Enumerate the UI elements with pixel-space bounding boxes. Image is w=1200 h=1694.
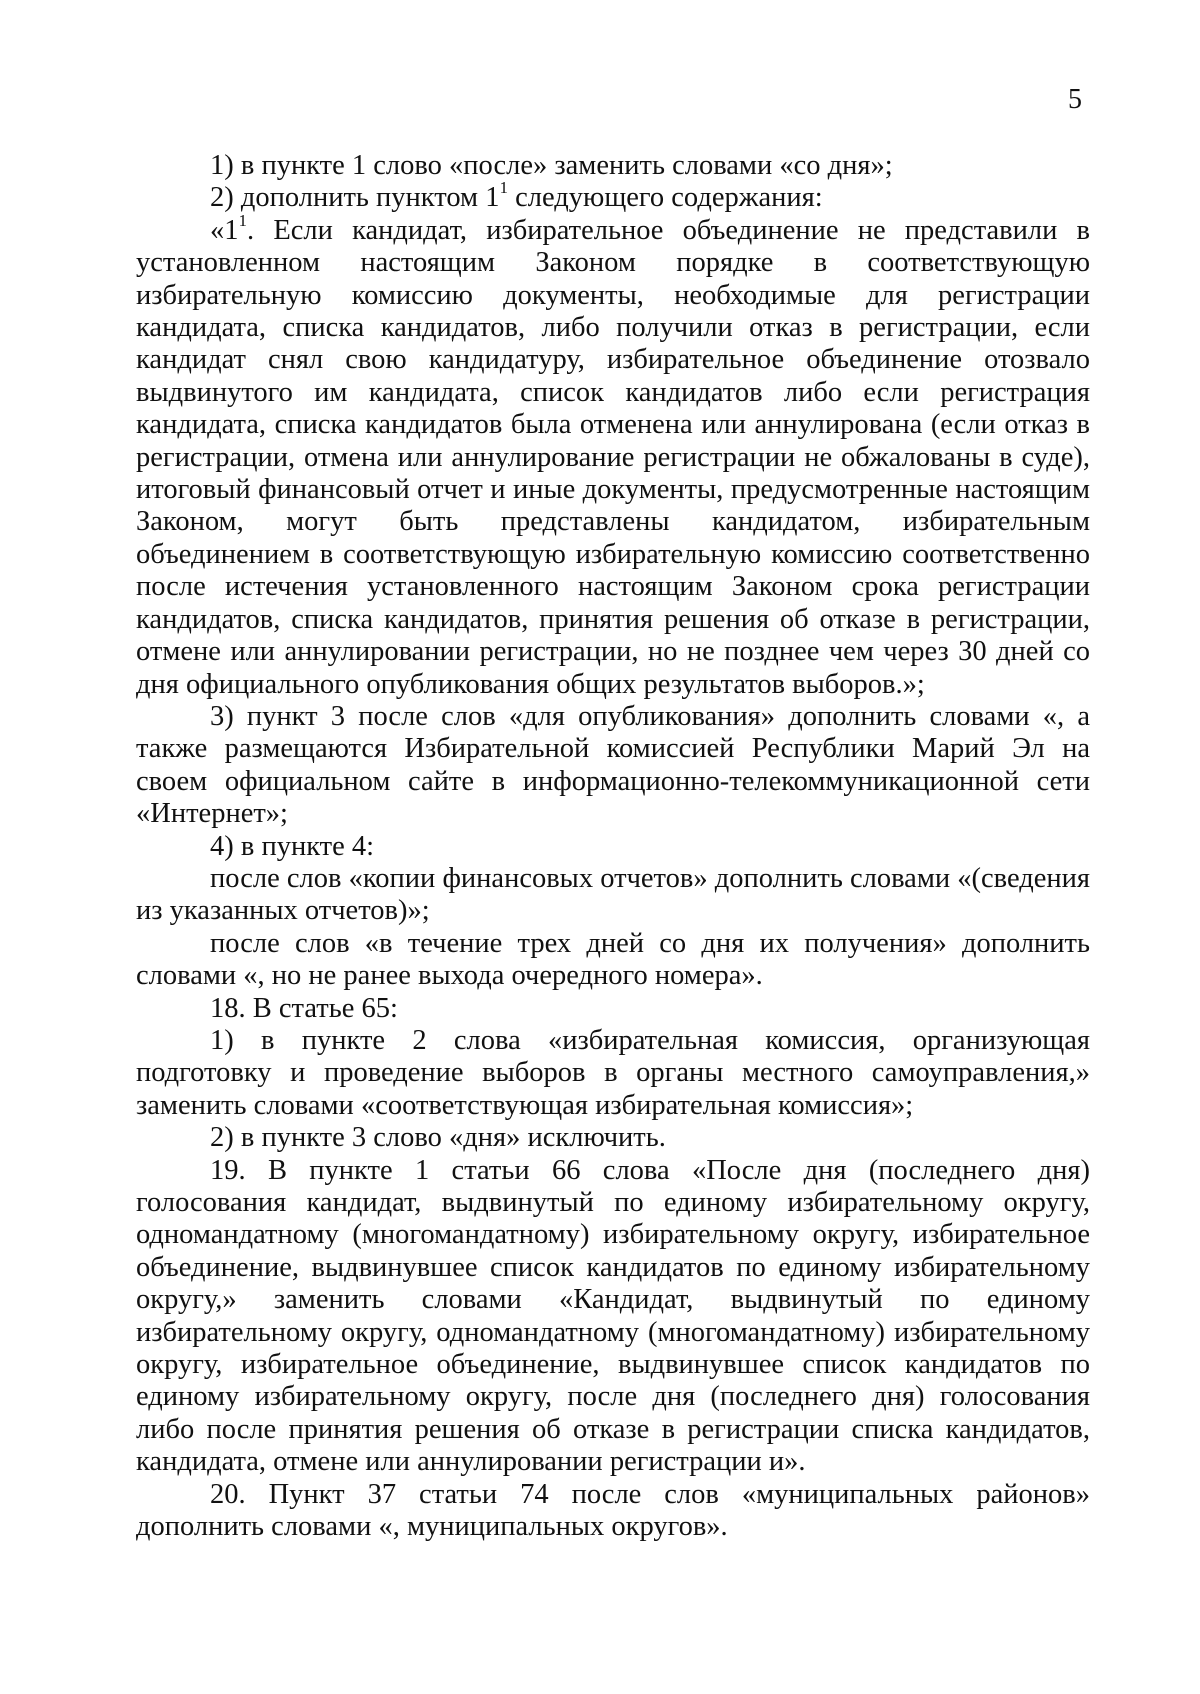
document-body [136, 150, 1090, 1543]
paragraph-text: 19. В пункте 1 статьи 66 слова «После дня (последнего дня) голосования кандидат, выдвинутый по единому избирательному округу, одномандатному (многомандатному) избирательному округу, избирательное объединение, выдвинувшее список кандидатов по единому избирательному округу,» заменить словами «Кандидат, выдвинутый по единому избирательному округу, одномандатному (многомандатному) избирательному округу, избирательное объединение, выдвинувшее список кандидатов по единому избирательному округу, после дня (последнего дня) голосования либо после принятия решения об отказе в регистрации списка кандидатов, кандидата, отмене или аннулировании регистрации и». [136, 1154, 1090, 1478]
paragraph-text: после слов «копии финансовых отчетов» дополнить словами «(сведения из указанных отчетов)»; [136, 862, 1090, 927]
paragraph-text: 2) в пункте 3 слово «дня» исключить. [210, 1122, 666, 1154]
paragraph-text: 18. В статье 65: [210, 992, 398, 1024]
superscript: 1 [499, 178, 509, 198]
paragraph-text: 2) дополнить пунктом 1 [210, 182, 500, 214]
paragraph-p11 [136, 1155, 1090, 1479]
paragraph-text: следующего содержания: [508, 182, 823, 214]
paragraph-p6 [136, 863, 1090, 928]
paragraph-text: 1) в пункте 1 слово «после» заменить словами «со дня»; [210, 150, 893, 181]
page-number: 5 [1068, 84, 1082, 115]
paragraph-text: после слов «в течение трех дней со дня их получения» дополнить словами «, но не ранее выхода очередного номера». [136, 927, 1090, 992]
paragraph-text: «1 [210, 214, 239, 246]
superscript: 1 [238, 211, 248, 230]
paragraph-text: 4) в пункте 4: [210, 830, 375, 862]
paragraph-p1 [136, 150, 1090, 182]
paragraph-p3 [136, 211, 1090, 701]
paragraph-text: . Если кандидат, избирательное объединение не представили в установленном настоящим Законом порядке в соответствующую избирательную комиссию документы, необходимые для регистрации кандидата, списка кандидатов, либо получили отказ в регистрации, если кандидат снял свою кандидатуру, избирательное объединение отозвало выдвинутого им кандидата, список кандидатов либо если регистрация кандидата, списка кандидатов была отменена или аннулирована (если отказ в регистрации, отмена или аннулирование регистрации не обжалованы в суде), итоговый финансовый отчет и иные документы, предусмотренные настоящим Законом, могут быть представлены кандидатом, избирательным объединением в соответствующую избирательную комиссию соответственно после истечения установленного настоящим Законом срока регистрации кандидатов, списка кандидатов, принятия решения об отказе в регистрации, отмене или аннулировании регистрации, но не позднее чем через 30 дней со дня официального опубликования общих результатов выборов.»; [136, 214, 1090, 700]
paragraph-p10 [136, 1122, 1090, 1154]
paragraph-text: 1) в пункте 2 слова «избирательная комиссия, организующая подготовку и проведение выборов в органы местного самоуправления,» заменить словами «соответствующая избирательная комиссия»; [136, 1024, 1090, 1121]
paragraph-p5 [136, 831, 1090, 863]
paragraph-text: 20. Пункт 37 статьи 74 после слов «муниципальных районов» дополнить словами «, муниципальных округов». [136, 1478, 1090, 1543]
paragraph-text: 3) пункт 3 после слов «для опубликования» дополнить словами «, а также размещаются Избирательной комиссией Республики Марий Эл на своем официальном сайте в информационно-телекоммуникационной сети «Интернет»; [136, 700, 1090, 830]
paragraph-p9 [136, 1025, 1090, 1122]
paragraph-p2 [136, 178, 1090, 214]
paragraph-p8 [136, 993, 1090, 1025]
paragraph-p12 [136, 1479, 1090, 1544]
paragraph-p4 [136, 701, 1090, 831]
paragraph-p7 [136, 928, 1090, 993]
